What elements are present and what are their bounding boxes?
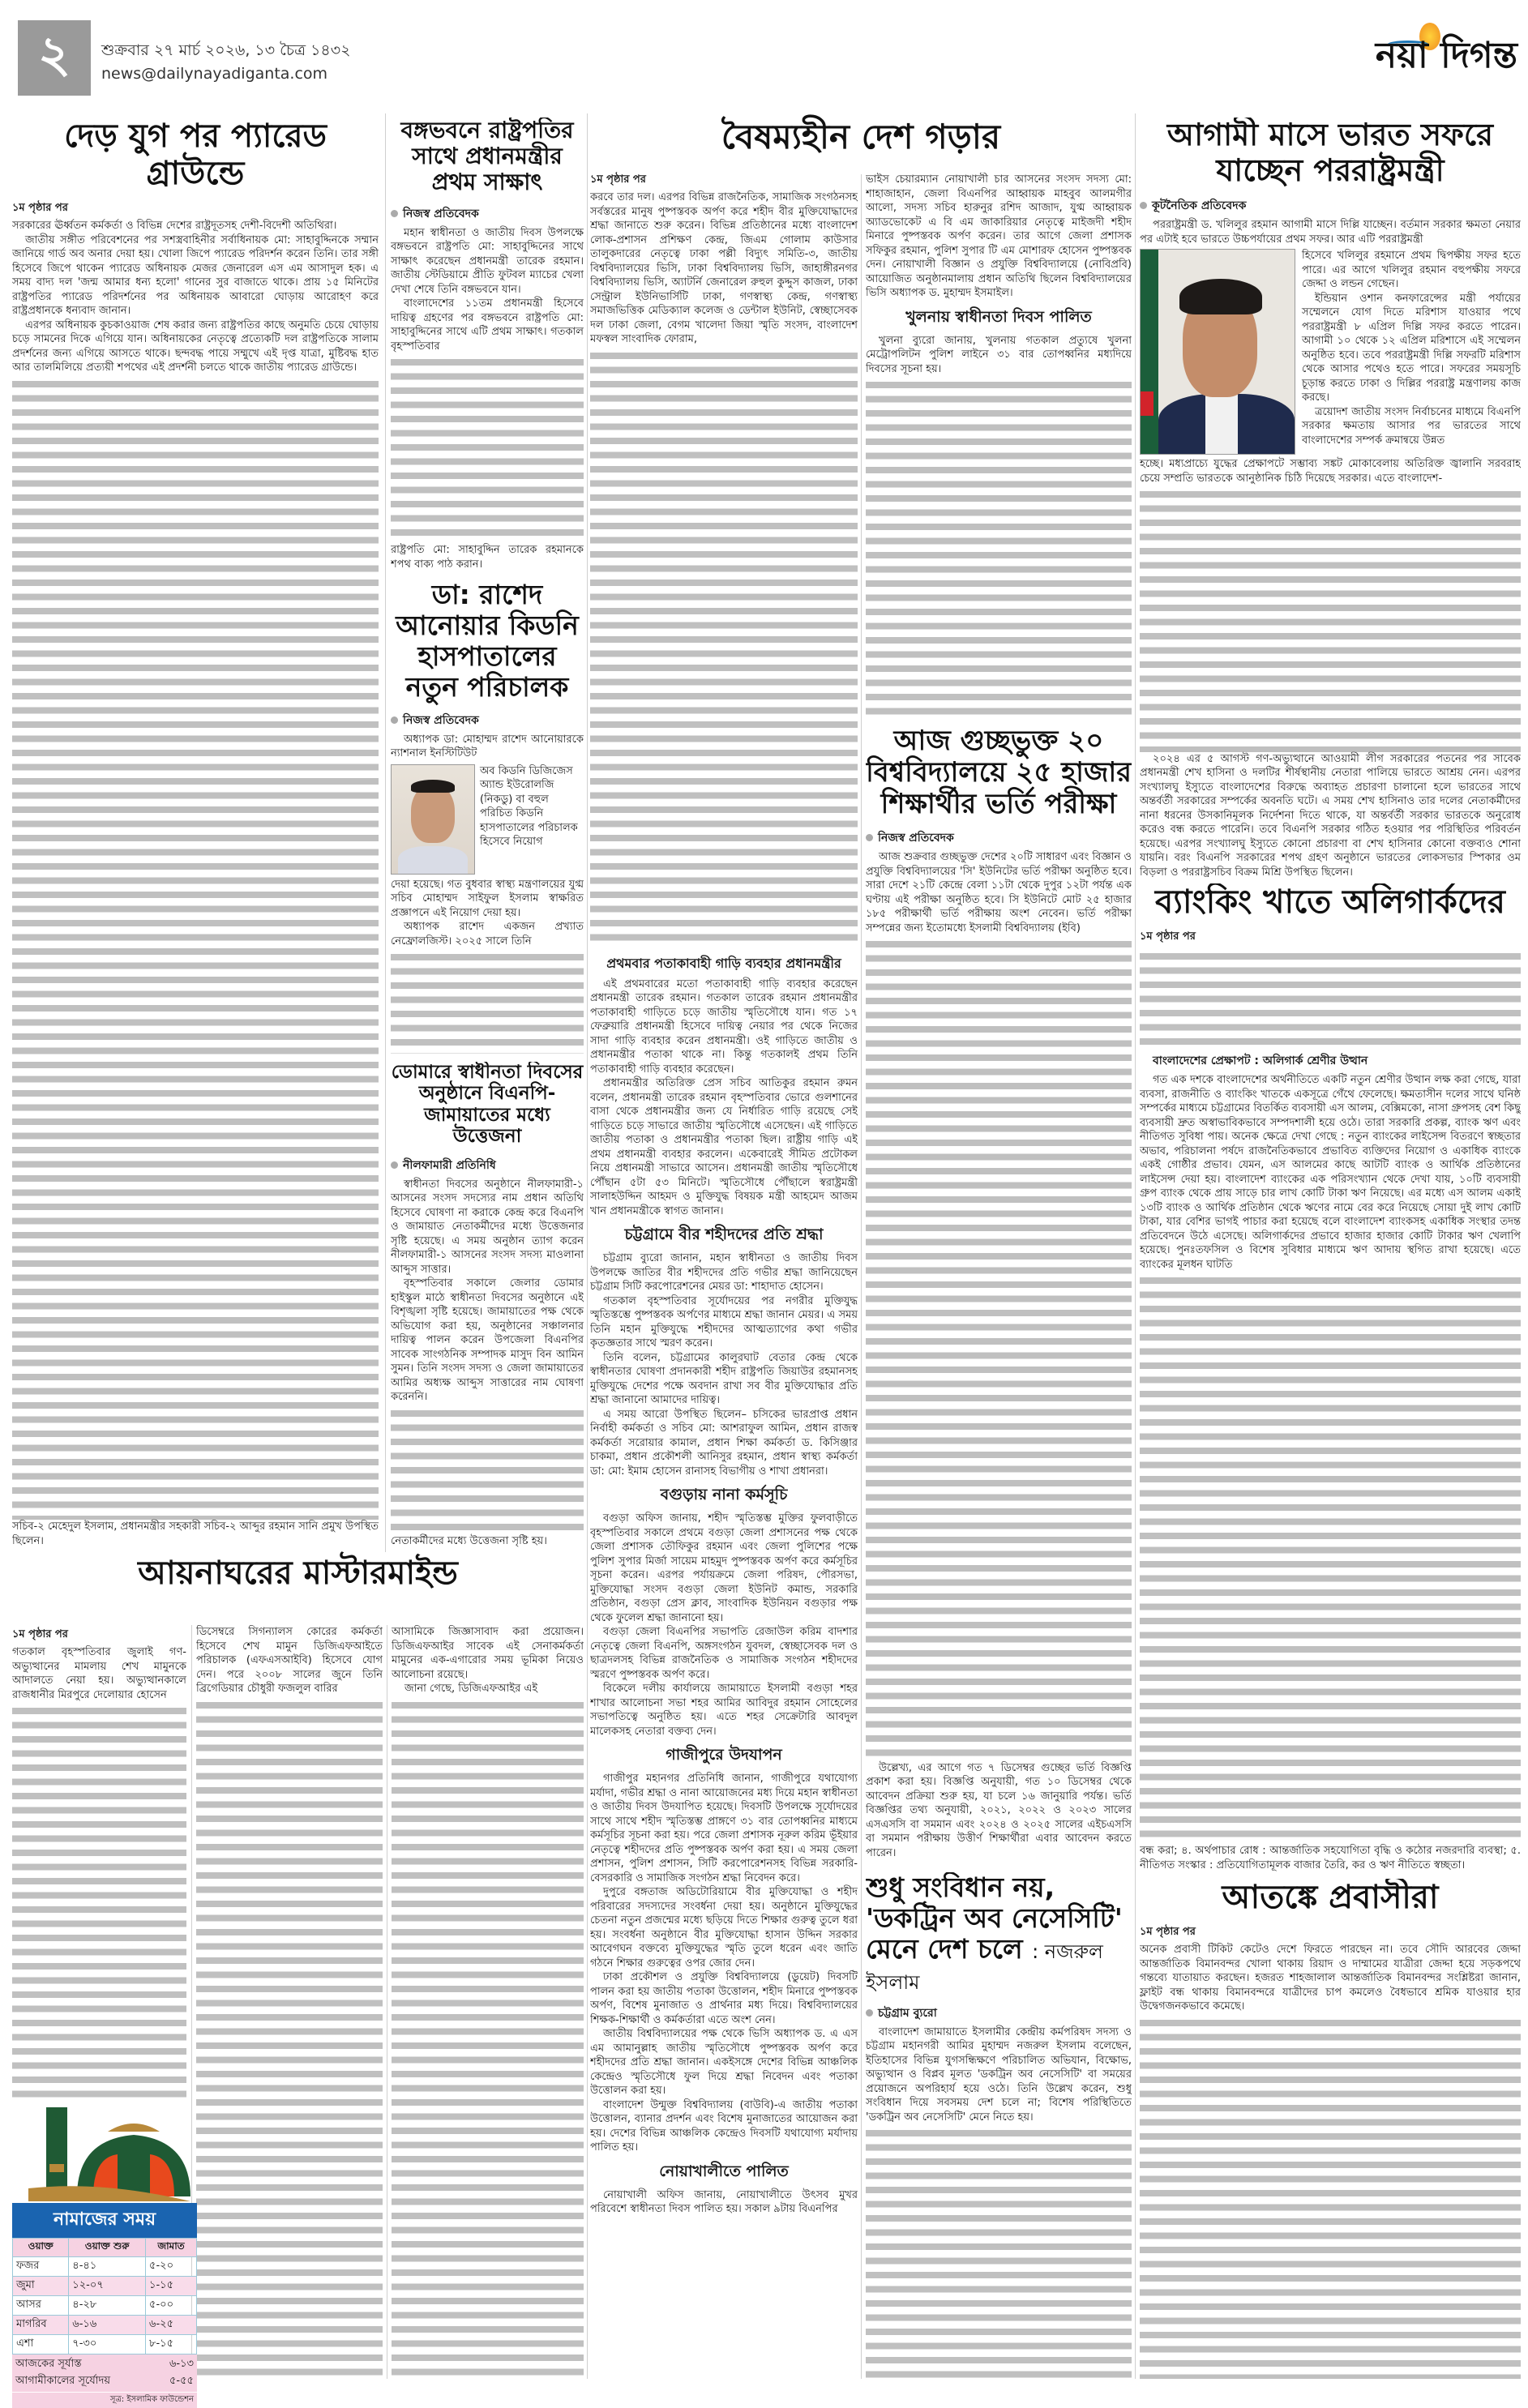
paragraph: সচিব-২ মেহেদুল ইসলাম, প্রধানমন্ত্রীর সহকারী সচিব-২ আব্দুর রহমান সানি প্রমুখ উপস্থিত ছিলেন। [12, 1521, 379, 1547]
article-bangabhaban [391, 118, 584, 571]
paragraph: করবে তার দল। এরপর বিভিন্ন রাজনৈতিক, সামাজিক সংগঠনসহ সর্বস্তরের মানুষ পুষ্পস্তবক অর্পণ করে শহীদ বীর মুক্তিযোদ্ধাদের শ্রদ্ধা জানাতে শুরু করেন। বিভিন্ন প্রতিষ্ঠানের মধ্যে বাংলাদেশ লোক-প্রশাসন প্রশিক্ষণ কেন্দ্র, জিএম গোলাম কাউসার তালুকদারের নেতৃত্বে ঢাকা পল্লী বিদ্যুৎ সমিতি-৩, জাতীয় বিশ্ববিদ্যালয়ের ভিসি, ঢাকা বিশ্ববিদ্যালয় ভিসি, জাহাঙ্গীরনগর বিশ্ববিদ্যালয় ভিসি, অ্যাটর্নি জেনারেল রুহুল কুদ্দুস কাজল, ঢাকা সেন্ট্রাল ইউনিভার্সিটি ঢাকা, গণস্বাস্থ্য কেন্দ্র, গণস্বাস্থ্য সমাজভিত্তিক মেডিক্যাল কলেজ ও ডেন্টাল ইউনিট, স্বেচ্ছাসেবক দল ঢাকা জেলা, বেগম খালেদা জিয়া স্মৃতি সংসদ, বাংলাদেশ মফস্বল সাংবাদিক ফোরাম, [590, 191, 858, 345]
sun-times [12, 2355, 197, 2392]
byline: নিজস্ব প্রতিবেদক [866, 828, 1132, 848]
text-lines [391, 1406, 584, 1534]
sunset-time: ৬-১৩ [169, 2358, 194, 2370]
paragraph: বিকেলে দলীয় কার্যালয়ে জামায়াতে ইসলামী বগুড়া শহর শাখার আলোচনা সভা শহর আমির আবিদুর রহমান সোহেলের সভাপতিত্বে অনুষ্ঠিত হয়। এতে শহর সেক্রেটারি আবদুল মালেকসহ নেতারা বক্তব্য দেন। [590, 1683, 858, 1738]
paragraph: আজ শুক্রবার গুচ্ছভুক্ত দেশের ২০টি সাধারণ এবং বিজ্ঞান ও প্রযুক্তি বিশ্ববিদ্যালয়ের 'সি' ইউনিটের ভর্তি পরীক্ষা অনুষ্ঠিত হবে। সারা দেশে ২১টি কেন্দ্রে বেলা ১১টা থেকে দুপুর ১২টা পর্যন্ত এক ঘণ্টায় এই পরীক্ষা অনুষ্ঠিত হবে। সি ইউনিটে মোট ২৫ হাজার ১৮৫ পরীক্ষার্থী ভর্তি পরীক্ষায় অংশ নেবেন। ভর্তি পরীক্ষা সম্পন্নের জন্য ইতোমধ্যে ইসলামী বিশ্ববিদ্যালয় (ইবি) [866, 851, 1132, 935]
prayer-times-box [12, 2107, 197, 2404]
sunrise-label: আগামীকালের সূর্যোদয় [15, 2375, 111, 2387]
paragraph: মহান স্বাধীনতা ও জাতীয় দিবস উপলক্ষে বঙ্গভবনে রাষ্ট্রপতি মো: সাহাবুদ্দিনের সাথে সাক্ষাৎ করেছেন প্রধানমন্ত্রী তারেক রহমান। জাতীয় স্টেডিয়ামে প্রীতি ফুটবল ম্যাচের খেলা দেখা শেষে তিনি বঙ্গভবনে যান। [391, 226, 584, 296]
article-banking [1140, 883, 1521, 1872]
article-parade [12, 118, 379, 1548]
text-lines [1140, 949, 1521, 1046]
paragraph: উল্লেখ্য, এর আগে গত ৭ ডিসেম্বর গুচ্ছের ভর্তি বিজ্ঞপ্তি প্রকাশ করা হয়। বিজ্ঞপ্তি অনুযায়ী, গত ১০ ডিসেম্বর থেকে আবেদন প্রক্রিয়া শুরু হয়, যা চলে ১৬ জানুয়ারি পর্যন্ত। ভর্তি বিজ্ঞপ্তির তথ্য অনুযায়ী, ২০২১, ২০২২ ও ২০২৩ সালের এসএসসি বা সমমান এবং ২০২৪ ও ২০২৫ সালের এইচএসসি বা সমমান পরীক্ষায় উত্তীর্ণ শিক্ষার্থীরা এবার আবেদন করতে পারেন। [866, 1761, 1132, 1859]
paragraph: গতকাল বৃহস্পতিবার সূর্যোদয়ের পর নগরীর মুক্তিযুদ্ধ স্মৃতিস্তম্ভে পুষ্পস্তবক অর্পণের মাধ্যমে শ্রদ্ধা জানান মেয়র। এ সময় তিনি মহান মুক্তিযুদ্ধে শহীদদের আত্মত্যাগের কথা গভীর কৃতজ্ঞতার সাথে স্মরণ করেন। [590, 1294, 858, 1349]
paragraph: অধ্যাপক রাশেদ একজন প্রখ্যাত নেফ্রোলজিস্ট। ২০২৫ সালে তিনি [391, 921, 584, 947]
logo-text: নয়া দিগন্ত [1375, 35, 1517, 76]
text-lines [866, 937, 1132, 1760]
paragraph: গতকাল বৃহস্পতিবার জুলাই গণ-অভ্যুত্থানের মামলায় শেখ মামুনকে আদালতে নেয়া হয়। অভ্যুত্থানকালে রাজধানীর মিরপুরে দেলোয়ার হোসেন [12, 1646, 186, 1701]
continued-label: ১ম পৃষ্ঠার পর [590, 173, 646, 186]
column-divider [1135, 113, 1136, 2379]
text-lines [1140, 487, 1521, 751]
paragraph: বৃহস্পতিবার সকালে জেলার ডোমার হাইস্কুল মাঠে স্বাধীনতা দিবসের অনুষ্ঠানে এই বিশৃঙ্খলা সৃষ্টি হয়েছে। জামায়াতের পক্ষ থেকে অভিযোগ করা হয়, অনুষ্ঠানের সঞ্চালনার দায়িত্ব পালন করেন উপজেলা বিএনপির সাবেক সাংগঠনিক সম্পাদক মাসুদ বিন আমিন সুমন। তিনি সংসদ সদস্য ও জেলা জামায়াতের আমির অধ্যক্ষ আব্দুস সাত্তারের নাম ঘোষণা করেননি। [391, 1277, 584, 1404]
article-doctrine [866, 1872, 1132, 2379]
article-probashi [1140, 1879, 1521, 2379]
prayer-start: ৭-৩০ [69, 2335, 146, 2355]
headline-aynaghor: আয়নাঘরের মাস্টারমাইন্ড [138, 1555, 458, 1592]
headline-boishommo: বৈষম্যহীন দেশ গড়ার [721, 117, 1001, 156]
paragraph: বাংলাদেশ জামায়াতে ইসলামীর কেন্দ্রীয় কর্মপরিষদ সদস্য ও চট্টগ্রাম মহানগরী আমির মুহাম্মদ নজরুল ইসলাম বলেছেন, ইতিহাসের বিভিন্ন যুগসন্ধিক্ষণে পরিচালিত অভিযান, বিক্ষোভ, অভ্যুত্থান ও বিপ্লব মূলত 'ডকট্রিন অব নেসেসিটি' বা সময়ের প্রয়োজনে অপরিহার্য হয়ে ওঠে। তিনি উল্লেখ করেন, শুধু সংবিধান দিয়ে সবসময় দেশ চলে না; বিশেষ পরিস্থিতিতে 'ডকট্রিন অব নেসেসিটি' মেনে নিতে হয়। [866, 2025, 1132, 2124]
article-india-visit [1140, 118, 1521, 879]
prayer-row [13, 2277, 197, 2296]
subheading: প্রথমবার পতাকাবাহী গাড়ি ব্যবহার প্রধানমন্ত্রীর [606, 955, 841, 971]
byline: নিজস্ব প্রতিবেদক [391, 711, 584, 730]
prayer-name: এশা [13, 2335, 69, 2355]
paragraph: এ সময় আরো উপস্থিত ছিলেন– চসিকের ভারপ্রাপ্ত প্রধান নির্বাহী কর্মকর্তা ও সচিব মো: আশরাফুল আমিন, প্রধান রাজস্ব কর্মকর্তা সরোয়ার কামাল, প্রধান শিক্ষা কর্মকর্তা ড. কিসিঞ্জার চাকমা, প্রধান প্রকৌশলী আনিসুর রহমান, প্রধান স্বাস্থ্য কর্মকর্তা ডা: মো: ইমাম হোসেন রানাসহ বিভাগীয় ও শাখা প্রধানরা। [590, 1408, 858, 1478]
paragraph: দেয়া হয়েছে। গত বুধবার স্বাস্থ্য মন্ত্রণালয়ের যুগ্ম সচিব মোহাম্মদ সাইফুল ইসলাম স্বাক্ষরিত প্রজ্ঞাপনে এই নিয়োগ দেয়া হয়। [391, 878, 584, 919]
article-aynaghor-col2 [196, 1625, 383, 2379]
article-boishommo-col1 [590, 170, 858, 2379]
prayer-start: ১২-০৭ [69, 2277, 146, 2296]
byline: চট্টগ্রাম ব্যুরো [866, 2004, 1132, 2023]
prayer-start: ৪-২৮ [69, 2296, 146, 2316]
headline [866, 1872, 1132, 1995]
prayer-table [12, 2238, 197, 2355]
prayer-jamat: ৮-১৫ [146, 2335, 197, 2355]
paragraph: আসামিকে জিজ্ঞাসাবাদ করা প্রয়োজন। ডিজিএফআইর সাবেক এই সেনাকর্মকর্তা মামুনের এক-এগারোর সময় ভূমিকা নিয়েও আলোচনা রয়েছে। [392, 1626, 584, 1681]
prayer-name: জুমা [13, 2277, 69, 2296]
byline: নীলফামারী প্রতিনিধি [391, 1156, 584, 1175]
paragraph: প্রধানমন্ত্রীর অতিরিক্ত প্রেস সচিব আতিকুর রহমান রুমন বলেন, প্রধানমন্ত্রী তারেক রহমান বৃহস্পতিবার ভোরে গুলশানের বাসা থেকে প্রধানমন্ত্রীর জন্য যে নির্ধারিত গাড়ি রয়েছে সেই গাড়িতে চড়ে সাভারে জাতীয় স্মৃতিসৌধে এসেছেন। এই গাড়িতে জাতীয় পতাকা ও প্রধানমন্ত্রীর পতাকা ছিল। রাষ্ট্রীয় গাড়ি এই প্রথম প্রধানমন্ত্রী ব্যবহার করলেন। একেবারেই সীমিত প্রটোকল নিয়ে প্রধানমন্ত্রী সাভারে আসেন। প্রধানমন্ত্রী জাতীয় স্মৃতিসৌধে পৌঁছান ৫টা ৫৩ মিনিটে। স্মৃতিসৌধে পৌঁছালে স্বরাষ্ট্রমন্ত্রী সালাহউদ্দিন আহমদ ও মুক্তিযুদ্ধ বিষয়ক মন্ত্রী আহমেদ আজম খান প্রধানমন্ত্রীকে স্বাগত জানান। [590, 1077, 858, 1217]
paragraph: ২০২৪ এর ৫ আগস্ট গণ-অভ্যুত্থানে আওয়ামী লীগ সরকারের পতনের পর সাবেক প্রধানমন্ত্রী শেখ হাসিনা ও দলটির শীর্ষস্থানীয় নেতারা পালিয়ে ভারতে আশ্রয় নেন। এরপর সংখ্যালঘু ইস্যুতে বাংলাদেশের বিরুদ্ধে অব্যাহত প্রচারণা চালানো হলে ভারতের সাথে অন্তর্বর্তী সরকারের সম্পর্কের অবনতি ঘটে। এ সময় শেখ হাসিনাও তার দলের নেতাকর্মীদের নানা ধরনের উসকানিমূলক নির্দেশনা দিতে থাকে, যা অন্তর্বর্তী সরকার ভারতকে অনুরোধ করেও বন্ধ করতে পারেনি। তবে বিএনপি সরকার গঠিত হওয়ার পর পরিস্থিতির পরিবর্তন হয়েছে। এরপর সংখ্যালঘু ইস্যুতে কোনো প্রচারণা বা শেখ হাসিনার কোনো বক্তব্যও শোনা যায়নি। বরং বিএনপি সরকারের শপথ গ্রহণ অনুষ্ঠানে ভারতের লোকসভার স্পিকার ওম বিড়লা ও পররাষ্ট্রসচিব বিক্রম মিশ্রি উপস্থিত ছিলেন। [1140, 752, 1521, 879]
article-boishommo-col2 [866, 173, 1132, 717]
column-divider [385, 113, 386, 1552]
paragraph: নেতাকর্মীদের মধ্যে উত্তেজনা সৃষ্টি হয়। [391, 1534, 547, 1547]
page-number: ২ [18, 20, 91, 96]
paragraph: ডিসেম্বরে সিগন্যালস কোরের কর্মকর্তা হিসেবে শেখ মামুন ডিজিএফআইতে পরিচালক (এফএসআইবি) হিসেবে যোগ দেন। পরে ২০০৮ সালের জুনে তিনি ব্রিগেডিয়ার চৌধুরী ফজলুল বারির [196, 1626, 383, 1695]
prayer-source: সূত্র: ইসলামিক ফাউন্ডেশন [12, 2392, 197, 2408]
prayer-name: মাগরিব [13, 2316, 69, 2335]
subheading: বগুড়ায় নানা কর্মসূচি [660, 1486, 788, 1503]
foreign-minister-photo [1140, 249, 1295, 455]
paragraph: খুলনা ব্যুরো জানায়, খুলনায় গতকাল প্রত্যুষে খুলনা মেট্রোপলিটন পুলিশ লাইনে ৩১ বার তোপধ্বনির মধ্যদিয়ে দিবসের সূচনা হয়। [866, 334, 1132, 375]
paragraph: হচ্ছে। মধ্যপ্রাচ্যে যুদ্ধের প্রেক্ষাপটে সম্ভাব্য সঙ্কট মোকাবেলায় অতিরিক্ত জ্বালানি সরবরাহ চেয়ে সম্প্রতি ভারতকে আনুষ্ঠানিক চিঠি দিয়েছে সরকার। এতে বাংলাদেশ- [1140, 458, 1521, 485]
sunset-label: আজকের সূর্যাস্ত [15, 2358, 82, 2370]
column-header: ওয়াক্ত [13, 2239, 69, 2257]
paragraph: পররাষ্ট্রমন্ত্রী ড. খলিলুর রহমান আগামী মাসে দিল্লি যাচ্ছেন। বর্তমান সরকার ক্ষমতা নেয়ার পর এটাই হবে ভারতে উচ্চপর্যায়ের প্রথম সফর। আর এটি পররাষ্ট্রমন্ত্রী [1140, 219, 1521, 246]
headline: ডা: রাশেদ আনোয়ার কিডনি হাসপাতালের নতুন পরিচালক [396, 580, 579, 703]
paragraph: গাজীপুর মহানগর প্রতিনিধি জানান, গাজীপুরে যথাযোগ্য মর্যাদা, গভীর শ্রদ্ধা ও নানা আয়োজনের মধ্য দিয়ে মহান স্বাধীনতা ও জাতীয় দিবস উদযাপিত হয়েছে। দিবসটি উপলক্ষে সূর্যোদয়ের সাথে সাথে শহীদ স্মৃতিস্তম্ভ প্রাঙ্গণে ৩১ বার তোপধ্বনির মাধ্যমে কর্মসূচির সূচনা করা হয়। পরে জেলা প্রশাসক নূরুল করিম ভূঁইয়ার নেতৃত্বে শহীদদের প্রতি পুষ্পস্তবক অর্পণ করা হয়। এ সময় জেলা প্রশাসন, পুলিশ প্রশাসন, সিটি করপোরেশনসহ বিভিন্ন সরকারি-বেসরকারি ও সামাজিক সংগঠন শ্রদ্ধা নিবেদন করে। [590, 1773, 858, 1884]
prayer-row [13, 2335, 197, 2355]
paragraph: চট্টগ্রাম ব্যুরো জানান, মহান স্বাধীনতা ও জাতীয় দিবস উপলক্ষে জাতির বীর শহীদদের প্রতি গভীর শ্রদ্ধা জানিয়েছেন চট্টগ্রাম সিটি করপোরেশনের মেয়র ডা: শাহাদাত হোসেন। [590, 1252, 858, 1293]
prayer-start: ৬-১৬ [69, 2316, 146, 2335]
prayer-row [13, 2296, 197, 2316]
prayer-title: নামাজের সময় [12, 2203, 197, 2238]
article-guccho [866, 725, 1132, 1860]
prayer-row [13, 2257, 197, 2277]
prayer-row [13, 2316, 197, 2335]
subheading: বাংলাদেশের প্রেক্ষাপট : অলিগার্ক শ্রেণীর উত্থান [1153, 1054, 1368, 1067]
paragraph: সরকারের ঊর্ধ্বতন কর্মকর্তা ও বিভিন্ন দেশের রাষ্ট্রদূতসহ দেশী-বিদেশী অতিথিরা। [12, 220, 337, 232]
continued-label: ১ম পৃষ্ঠার পর [12, 202, 68, 214]
sunrise-time: ৫-৫৫ [169, 2375, 194, 2387]
paragraph: অব কিডনি ডিজিজেস অ্যান্ড ইউরোলজি (নিকডু) বা বহুল পরিচিত কিডনি হাসপাতালের পরিচালক হিসেবে নিয়োগ [480, 764, 578, 849]
headline: বঙ্গভবনে রাষ্ট্রপতির সাথে প্রধানমন্ত্রীর প্রথম সাক্ষাৎ [400, 118, 574, 196]
subheading: খুলনায় স্বাধীনতা দিবস পালিত [905, 307, 1092, 326]
paragraph: গত এক দশকে বাংলাদেশের অর্থনীতিতে একটি নতুন শ্রেণীর উত্থান লক্ষ করা গেছে, যারা ব্যবসা, রাজনীতি ও ব্যাংকিং খাতকে একসূত্রে গেঁথে ফেলেছে। ক্ষমতাসীন দলের সাথে ঘনিষ্ঠ সম্পর্কের মাধ্যমে চট্টগ্রামের বিতর্কিত ব্যবসায়ী এস আলম, বেক্সিমকো, নাসা গ্রুপসহ বেশ কিছু ব্যবসায়ী দ্রুত অস্বাভাবিকভাবে সম্পদশালী হয়ে ওঠে। তারা সরকারি প্রকল্প, ব্যাংক ঋণ এবং নীতিগত সুবিধা পায়। অনেক ক্ষেত্রে দেখা গেছে : নতুন ব্যাংকের লাইসেন্স বিতরণে স্বচ্ছতার অভাব, পরিচালনা পর্ষদে রাজনৈতিকভাবে প্রভাবিত ব্যক্তিদের নিয়োগ ও একাধিক ব্যাংকে একই গোষ্ঠীর প্রভাব। যেমন, এস আলমের কাছে আটটি ব্যাংক ও আর্থিক প্রতিষ্ঠানের লাইসেন্স দেয়া হয়। বাংলাদেশ ব্যাংকের এক পরিসংখ্যান থেকে দেখা যায়, ১০টি ব্যবসায়ী গ্রুপ ব্যাংক থেকে প্রায় সাড়ে চার লাখ কোটি টাকা ঋণ নিয়েছে। এর মধ্যে এস আলম একাই ১৩টি ব্যাংক ও আর্থিক প্রতিষ্ঠান থেকে ঋণের নামে বের করে নিয়েছে সোয়া দুই লাখ কোটি টাকা, যার বেশির ভাগই পাচার করা হয়েছে বলে বাংলাদেশ ব্যাংকসহ একাধিক সংস্থার তদন্ত প্রতিবেদনে উঠে এসেছে। অলিগার্কদের প্রভাবে হাজার হাজার কোটি টাকার ঋণ খেলাপি হয়েছে। পুনঃতফসিল ও বিশেষ সুবিধার মাধ্যমে ঋণ আদায় স্থগিত রাখা হয়েছে। এতে ব্যাংকের মূলধন ঘাটতি [1140, 1074, 1521, 1271]
headline: আগামী মাসে ভারত সফরে যাচ্ছেন পররাষ্ট্রমন্ত্রী [1166, 118, 1494, 188]
prayer-start: ৪-৪১ [69, 2257, 146, 2277]
text-lines [1140, 1273, 1521, 1844]
article-domar [391, 1062, 584, 1548]
paragraph: রাষ্ট্রপতি মো: সাহাবুদ্দিন তারেক রহমানকে শপথ বাক্য পাঠ করান। [391, 544, 584, 571]
headline: ব্যাংকিং খাতে অলিগার্কদের [1155, 883, 1505, 921]
paragraph: জাতীয় বিশ্ববিদ্যালয়ের পক্ষ থেকে ভিসি অধ্যাপক ড. এ এস এম আমানুল্লাহ জাতীয় স্মৃতিসৌধে পুষ্পস্তবক অর্পণ করে শহীদদের প্রতি শ্রদ্ধা জানান। একইসঙ্গে দেশের বিভিন্ন আঞ্চলিক কেন্দ্রেও স্মৃতিসৌধে ফুল দিয়ে শ্রদ্ধা নিবেদন এবং পতাকা উত্তোলন করা হয়। [590, 2028, 858, 2097]
continued-label: ১ম পৃষ্ঠার পর [12, 1628, 68, 1640]
headline: দেড় যুগ পর প্যারেড গ্রাউন্ডে [64, 118, 327, 192]
paragraph: নোয়াখালী অফিস জানায়, নোয়াখালীতে উৎসব মুখর পরিবেশে স্বাধীনতা দিবস পালিত হয়। সকাল ৯টায় বিএনপির [590, 2188, 858, 2215]
subheading: গাজীপুরে উদযাপন [666, 1746, 782, 1764]
paragraph: এই প্রথমবারের মতো পতাকাবাহী গাড়ি ব্যবহার করেছেন প্রধানমন্ত্রী তারেক রহমান। গতকাল তারেক রহমান প্রধানমন্ত্রীর পতাকাবাহী গাড়িতে চড়ে জাতীয় স্মৃতিসৌধে যান। গত ১৭ ফেব্রুয়ারি প্রধানমন্ত্রী হিসেবে দায়িত্ব নেয়ার পর থেকে নিজের সাদা গাড়ি ব্যবহার করেন প্রধানমন্ত্রী। ওই গাড়িতে জাতীয় ও প্রধানমন্ত্রীর পতাকা থাকে না। কিন্তু গতকালই প্রথম তিনি পতাকাবাহী গাড়ি ব্যবহার করেছেন। [590, 977, 858, 1076]
headline: আজ গুচ্ছভুক্ত ২০ বিশ্ববিদ্যালয়ে ২৫ হাজার শিক্ষার্থীর ভর্তি পরীক্ষা [866, 725, 1132, 821]
paragraph: অধ্যাপক ডা: মোহাম্মদ রাশেদ আনোয়ারকে ন্যাশনাল ইনস্টিটিউট [391, 733, 584, 760]
portrait-photo [391, 764, 475, 875]
paragraph: বন্ধ করা; ৪. অর্থপাচার রোধ : আন্তর্জাতিক সহযোগিতা বৃদ্ধি ও কঠোর নজরদারি ব্যবস্থা; ৫. নীতিগত সংস্কার : প্রতিযোগিতামূলক বাজার তৈরি, কর ও ঋণ নীতিতে স্বচ্ছতা। [1140, 1845, 1521, 1871]
article-kidney-hospital [391, 580, 584, 1054]
text-lines [196, 1698, 383, 2380]
paragraph: দুপুরে বঙ্গতাজ অডিটোরিয়ামে বীর মুক্তিযোদ্ধা ও শহীদ পরিবারের সদস্যদের সংবর্ধনা দেয়া হয়। অনুষ্ঠানে মুক্তিযুদ্ধের চেতনা নতুন প্রজন্মের মধ্যে ছড়িয়ে দিতে শিক্ষার গুরুত্ব তুলে ধরা হয়। সংবর্ধনা অনুষ্ঠানে বীর মুক্তিযোদ্ধা হাসান উদ্দিন সরকার আবেগঘন বক্তব্যে মুক্তিযুদ্ধের স্মৃতি তুলে ধরেন এবং জাতি গঠনে শিক্ষার গুরুত্বের ওপর জোর দেন। [590, 1886, 858, 1970]
continued-label: ১ম পৃষ্ঠার পর [1140, 1926, 1196, 1938]
paragraph: জানা গেছে, ডিজিএফআইর এই [404, 1683, 538, 1695]
paragraph: বাংলাদেশের ১১তম প্রধানমন্ত্রী হিসেবে দায়িত্ব গ্রহণের পর বঙ্গভবনে রাষ্ট্রপতি মো: সাহাবুদ্দিনের সাথে এটি প্রথম সাক্ষাৎ। গতকাল বৃহস্পতিবার [391, 297, 584, 353]
paragraph: ঢাকা প্রকৌশল ও প্রযুক্তি বিশ্ববিদ্যালয়ে (ডুয়েট) দিবসটি পালন করা হয় জাতীয় পতাকা উত্তোলন, শহীদ মিনারে পুষ্পস্তবক অর্পণ, বিশেষ মুনাজাত ও প্রার্থনার মধ্য দিয়ে। বিশ্ববিদ্যালয়ের শিক্ষক-শিক্ষার্থী ও কর্মকর্তারা এতে অংশ নেন। [590, 1971, 858, 2026]
text-lines [12, 1704, 186, 2099]
text-lines [866, 2126, 1132, 2379]
paragraph: বগুড়া জেলা বিএনপির সভাপতি রেজাউল করিম বাদশার নেতৃত্বে জেলা বিএনপি, অঙ্গসংগঠন যুবদল, স্বেচ্ছাসেবক দল ও ছাত্রদলসহ বিভিন্ন রাজনৈতিক ও সামাজিক সংগঠন শহীদদের স্মরণে পুষ্পস্তবক অর্পণ করে। [590, 1626, 858, 1681]
paragraph: ভাইস চেয়ারম্যান নোয়াখালী চার আসনের সংসদ সদস্য মো: শাহাজাহান, জেলা বিএনপির আহ্বায়ক মাহবুব আলমগীর আলো, সদস্য সচিব হারুনুর রশিদ আজাদ, যুগ্ম আহ্বায়ক অ্যাডভোকেট এ বি এম জাকারিয়ার নেতৃত্বে মাইজদী শহীদ মিনারে পুষ্পস্তবক অর্পণ করেন। তার আগে জেলা প্রশাসক সফিকুর রহমান, পুলিশ সুপার টি এম মোশারফ হোসেন পুষ্পস্তবক দেন। নোয়াখালী বিজ্ঞান ও প্রযুক্তি বিশ্ববিদ্যালয়ে (নোবিপ্রবি) আয়োজিত অনুষ্ঠানমালায় প্রধান অতিথি ছিলেন বিশ্ববিদ্যালয়ের ভিসি অধ্যাপক ড. মুহাম্মদ ইসমাইল। [866, 173, 1132, 299]
text-lines [391, 355, 584, 543]
issue-date: শুক্রবার ২৭ মার্চ ২০২৬, ১৩ চৈত্র ১৪৩২ [101, 41, 351, 59]
headline-speaker: : নজরুল ইসলাম [866, 1940, 1103, 1994]
prayer-jamat: ১-১৫ [146, 2277, 197, 2296]
text-lines [1140, 2016, 1521, 2380]
paragraph: অনেক প্রবাসী টিকিট কেটেও দেশে ফিরতে পারছেন না। তবে সৌদি আরবের জেদ্দা আন্তর্জাতিক বিমানবন্দর খোলা থাকায় রিয়াদ ও দাম্মামের যাত্রীরা জেদ্দা হয়ে সড়কপথে গন্তব্যে যাতায়াত করছেন। হজরত শাহজালাল আন্তর্জাতিক বিমানবন্দর সংশ্লিষ্টরা জানান, ফ্লাইট বন্ধ থাকায় বিমানবন্দরে যাত্রীদের চাপ কমলেও বৈধভাবে শ্রমিক যাওয়ার হার উদ্বেগজনকভাবে কমেছে। [1140, 1944, 1521, 2012]
continued-label: ১ম পৃষ্ঠার পর [1140, 930, 1196, 943]
paragraph: হিসেবে খলিলুর রহমানে প্রথম দ্বিপক্ষীয় সফর হতে পারে। এর আগে খলিলুর রহমান বহুপক্ষীয় সফরে জেদ্দা ও লন্ডন গেছেন। [1302, 250, 1521, 291]
paragraph: ত্রয়োদশ জাতীয় সংসদ নির্বাচনের মাধ্যমে বিএনপি সরকার ক্ষমতায় আসার পর ভারতের সাথে বাংলাদেশের সম্পর্ক ক্রমান্বয়ে উন্নত [1302, 405, 1521, 447]
prayer-jamat: ৬-২৫ [146, 2316, 197, 2335]
prayer-jamat: ৫-২০ [146, 2257, 197, 2277]
paragraph: ইন্ডিয়ান ওশান কনফারেন্সের মন্ত্রী পর্যায়ের সম্মেলনে যোগ দিতে মরিশাস যাওয়ার পথে পররাষ্ট্রমন্ত্রী ৮ এপ্রিল দিল্লি সফর করতে পারেন। আগামী ১০ থেকে ১২ এপ্রিল মরিশাসে এই সম্মেলন অনুষ্ঠিত হবে। তবে পররাষ্ট্রমন্ত্রী দিল্লি সফরটি মরিশাস থেকে আসার পথেও হতে পারে। সফরের সময়সূচি চূড়ান্ত করতে ঢাকা ও দিল্লির পররাষ্ট্র মন্ত্রণালয় কাজ করছে। [1302, 292, 1521, 404]
text-lines [392, 1698, 584, 2380]
text-lines [866, 378, 1132, 717]
paragraph: স্বাধীনতা দিবসের অনুষ্ঠানে নীলফামারী-১ আসনের সংসদ সদস্যের নাম প্রধান অতিথি হিসেবে ঘোষণা না করাকে কেন্দ্র করে বিএনপি ও জামায়াত নেতাকর্মীদের মধ্যে উত্তেজনার সৃষ্টি হয়েছে। এ সময় অনুষ্ঠান ত্যাগ করেন নীলফামারী-১ আসনের সংসদ সদস্য মাওলানা আব্দুস সাত্তার। [391, 1178, 584, 1276]
headline-text: শুধু সংবিধান নয়, 'ডকট্রিন অব নেসেসিটি' মেনে দেশ চলে [866, 1872, 1123, 1965]
subheading: চট্টগ্রামে বীর শহীদদের প্রতি শ্রদ্ধা [624, 1225, 824, 1243]
text-lines [391, 950, 584, 1054]
column-header: ওয়াক্ত শুরু [69, 2239, 146, 2257]
prayer-name: আসর [13, 2296, 69, 2316]
column-divider [587, 113, 588, 2379]
article-aynaghor-col1 [12, 1625, 186, 2099]
mosque-icon [12, 2107, 197, 2203]
prayer-jamat: ৫-০০ [146, 2296, 197, 2316]
byline: কূটনৈতিক প্রতিবেদক [1140, 196, 1521, 216]
headline: ডোমারে স্বাধীনতা দিবসের অনুষ্ঠানে বিএনপি-জামায়াতের মধ্যে উত্তেজনা [391, 1062, 584, 1148]
paragraph: তিনি বলেন, চট্টগ্রামের কালুরঘাট বেতার কেন্দ্র থেকে স্বাধীনতার ঘোষণা প্রদানকারী শহীদ রাষ্ট্রপতি জিয়াউর রহমানসহ মুক্তিযুদ্ধে দেশের পক্ষে অবদান রাখা সব বীর মুক্তিযোদ্ধার প্রতি শ্রদ্ধা জানানো আমাদের দায়িত্ব। [590, 1351, 858, 1406]
headline: আতঙ্কে প্রবাসীরা [1222, 1879, 1439, 1916]
paragraph: জাতীয় সঙ্গীত পরিবেশনের পর সশস্ত্রবাহিনীর সর্বাধিনায়ক মো: সাহাবুদ্দিনকে সম্মান জানিয়ে গার্ড অব অনার দেয়া হয়। খোলা জিপে প্যারেড পরিদর্শন করেন তিনি। তার সঙ্গী হিসেবে জিপে থাকেন প্যারেড অধিনায়ক মেজর জেনারেল এস এম আসাদুল হক। এ সময় বাদ্য দল 'জন্ম আমার ধন্য হলো' গানের সুর বাজাতে থাকে। প্রায় ১৫ মিনিটের রাষ্ট্রপতির প্যারেড পরিদর্শনের পর অধিনায়ক আবারো ঘোড়ায় আরোহণ করে রাষ্ট্রপ্রধানকে ধন্যবাদ জানান। [12, 233, 379, 317]
newspaper-logo [1305, 23, 1517, 88]
text-lines [12, 377, 379, 1521]
text-lines [590, 349, 858, 948]
article-aynaghor-col3 [392, 1625, 584, 2379]
paragraph: বাংলাদেশ উন্মুক্ত বিশ্ববিদ্যালয় (বাউবি)-এ জাতীয় পতাকা উত্তোলন, ব্যানার প্রদর্শন এবং বিশেষ মুনাজাতের আয়োজন করা হয়। দেশের বিভিন্ন আঞ্চলিক কেন্দ্রেও দিবসটি যথাযোগ্য মর্যাদায় পালিত হয়। [590, 2098, 858, 2154]
column-divider [861, 174, 862, 2379]
contact-email[interactable]: news@dailynayadiganta.com [101, 65, 328, 83]
byline: নিজস্ব প্রতিবেদক [391, 204, 584, 224]
paragraph: এরপর অধিনায়ক কুচকাওয়াজ শেষ করার জন্য রাষ্ট্রপতির কাছে অনুমতি চেয়ে ঘোড়ায় চড়ে সামনের দিকে এগিয়ে যান। অধিনায়কের নেতৃত্বে প্রত্যেকটি দল রাষ্ট্রপতিকে সালাম প্রদর্শনের জন্য এগিয়ে আসতে থাকে। ছন্দবদ্ধ পায়ে সম্মুখে এই দৃপ্ত যাত্রা, মুষ্টিবদ্ধ হাত আর তালমিলিয়ে প্রত্যয়ী শপথের এই প্রদর্শনী চলতে থাকে জাতীয় প্যারেড গ্রাউন্ডে। [12, 319, 379, 374]
subheading: নোয়াখালীতে পালিত [659, 2162, 789, 2180]
column-header: জামাত [146, 2239, 197, 2257]
prayer-name: ফজর [13, 2257, 69, 2277]
paragraph: বগুড়া অফিস জানায়, শহীদ স্মৃতিস্তম্ভ মুক্তির ফুলবাড়ীতে বৃহস্পতিবার সকালে প্রথমে বগুড়া জেলা প্রশাসনের পক্ষ থেকে জেলা প্রশাসক তৌফিকুর রহমান এবং জেলা পুলিশের পক্ষে পুলিশ সুপার মির্জা সায়েম মাহমুদ পুষ্পস্তবক অর্পণ করে কর্মসূচির সূচনা করেন। এরপর পর্যায়ক্রমে জেলা পরিষদ, পৌরসভা, মুক্তিযোদ্ধা সংসদ বগুড়া জেলা ইউনিট কমান্ড, সরকারি প্রতিষ্ঠান, বগুড়া প্রেস ক্লাব, সাংবাদিক ইউনিয়ন বগুড়ার পক্ষ থেকে ফুলেল শ্রদ্ধা জানানো হয়। [590, 1512, 858, 1624]
